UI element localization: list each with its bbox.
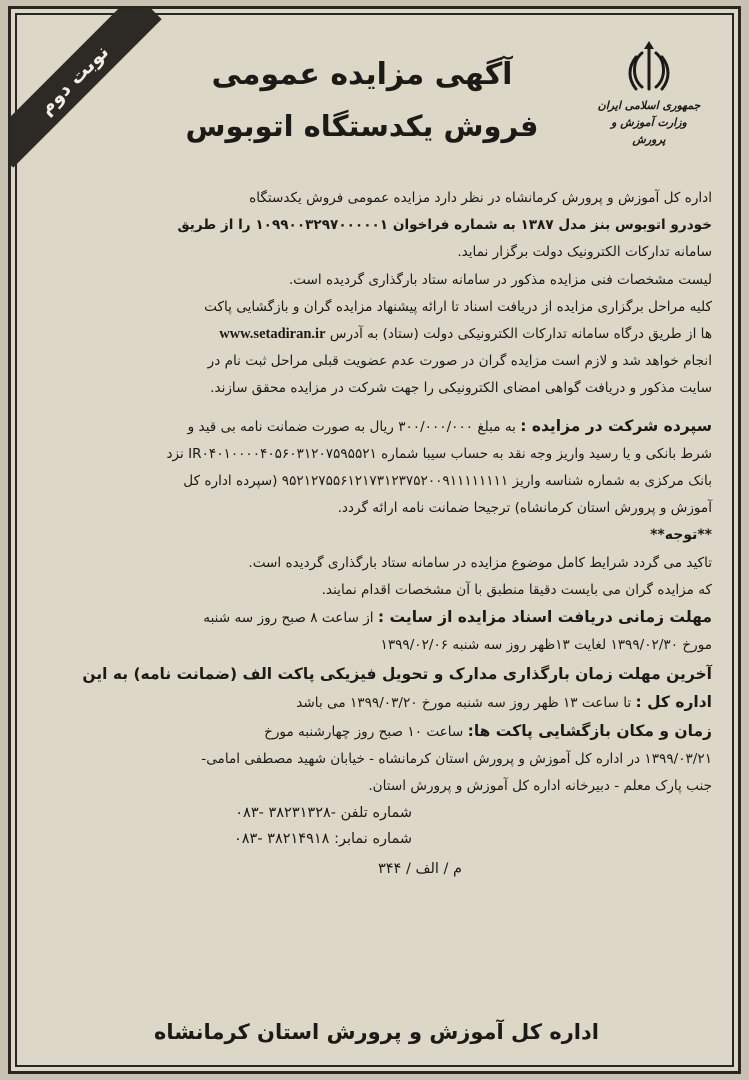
emblem-text-ministry: وزارت آموزش و پرورش: [611, 116, 687, 146]
upload-line: [41, 689, 712, 717]
phone-number: شماره تلفن -۳۸۲۳۱۳۲۸ -۰۸۳: [235, 805, 412, 822]
issuer-signature: اداره کل آموزش و پرورش استان کرمانشاه: [154, 1020, 599, 1044]
notice-body: [41, 185, 712, 886]
iran-emblem-icon: [626, 39, 672, 97]
title-line-1: آگهی مزایده عمومی: [211, 57, 513, 92]
notice-page: [8, 6, 741, 1074]
note-line: که مزایده گران می بایست دقیقا منطبق با آن مشخصات اقدام نمایند.: [321, 581, 712, 598]
intro-line: کلیه مراحل برگزاری مزایده از دریافت اسناد تا ارائه پیشنهاد مزایده گران و بازگشایی پاکت: [204, 298, 712, 315]
note-heading: **توجه**: [650, 527, 712, 544]
opening-line: ۱۳۹۹/۰۳/۲۱ در اداره کل آموزش و پرورش استان کرمانشاه - خیابان شهید مصطفی امامی-: [201, 750, 712, 767]
intro-line-with-url: [41, 321, 712, 348]
deadline-line: [41, 604, 712, 632]
deadline-heading: مهلت زمانی دریافت اسناد مزایده از سایت :: [377, 608, 712, 627]
intro-line: سایت مذکور و دریافت گواهی امضای الکترونیکی را جهت شرکت در مزایده محقق سازند.: [210, 380, 712, 397]
setad-url-link[interactable]: www.setadiran.ir: [219, 326, 326, 343]
note-line: تاکید می گردد شرایط کامل موضوع مزایده در سامانه ستاد بارگذاری گردیده است.: [248, 554, 712, 571]
opening-text: ساعت ۱۰ صبح روز چهارشنبه مورخ: [264, 723, 468, 740]
upload-heading-2: اداره کل :: [635, 693, 712, 712]
intro-line: اداره کل آموزش و پرورش کرمانشاه در نظر دارد مزایده عمومی فروش یکدستگاه: [249, 190, 712, 206]
deadline-text: از ساعت ۸ صبح روز سه شنبه: [203, 610, 378, 627]
badge-label: نوبت دوم: [11, 9, 162, 168]
fax-number: شماره نمابر: ۳۸۲۱۴۹۱۸ -۰۸۳: [233, 831, 412, 848]
intro-line: سامانه تدارکات الکترونیک دولت برگزار نماید.: [457, 244, 712, 261]
deadline-line: مورخ ۱۳۹۹/۰۲/۳۰ لغایت ۱۳ظهر روز سه شنبه ۱۳۹۹/۰۲/۰۶: [380, 637, 712, 654]
intro-line: لیست مشخصات فنی مزایده مذکور در سامانه ستاد بارگذاری گردیده است.: [288, 271, 712, 288]
deposit-line: شرط بانکی و یا رسید واریز وجه نقد به حساب سیبا شماره IR۰۴۰۱۰۰۰۰۴۰۵۶۰۳۱۲۰۷۵۹۵۵۲۱ نزد: [166, 445, 712, 462]
opening-line: جنب پارک معلم - دبیرخانه اداره کل آموزش و پرورش استان.: [368, 778, 712, 795]
deposit-line: آموزش و پرورش استان کرمانشاه) ترجیحا ضمانت نامه ارائه گردد.: [337, 500, 712, 517]
deposit-text: به مبلغ ۳۰۰/۰۰۰/۰۰۰ ریال به صورت ضمانت نامه بی قید و: [187, 418, 521, 435]
upload-text: تا ساعت ۱۳ ظهر روز سه شنبه مورخ ۱۳۹۹/۰۳/۲۰ می باشد: [296, 695, 636, 712]
corner-badge: [11, 9, 171, 169]
opening-heading: زمان و مکان بازگشایی پاکت ها:: [467, 721, 712, 740]
government-emblem: [594, 39, 704, 148]
upload-heading: آخرین مهلت زمان بارگذاری مدارک و تحویل فیزیکی پاکت الف (ضمانت نامه) به این: [82, 665, 712, 684]
notice-title: [161, 53, 563, 149]
deposit-line: بانک مرکزی به شماره شناسه واریز ۹۵۲۱۲۷۵۵۶۱۲۱۷۳۱۲۳۷۵۲۰۰۹۱۱۱۱۱۱۱۱ (سپرده اداره کل: [183, 473, 712, 490]
opening-line: [41, 718, 712, 746]
intro-line: انجام خواهد شد و لازم است مزایده گران در صورت عدم عضویت قبلی مراحل ثبت نام در: [207, 353, 712, 370]
deposit-heading: سپرده شرکت در مزایده :: [520, 416, 712, 435]
title-line-2: فروش یکدستگاه اتوبوس: [185, 109, 539, 143]
reference-number: م / الف / ۳۴۴: [377, 861, 462, 878]
deposit-line: [41, 413, 712, 441]
intro-line-bold: خودرو اتوبوس بنز مدل ۱۳۸۷ به شماره فراخوان ۱۰۹۹۰۰۳۲۹۷۰۰۰۰۰۱ را از طریق: [177, 217, 712, 234]
emblem-text-republic: جمهوری اسلامی ایران: [597, 99, 701, 112]
intro-text: ها از طریق درگاه سامانه تدارکات الکترونیکی دولت (ستاد) به آدرس: [329, 326, 712, 343]
